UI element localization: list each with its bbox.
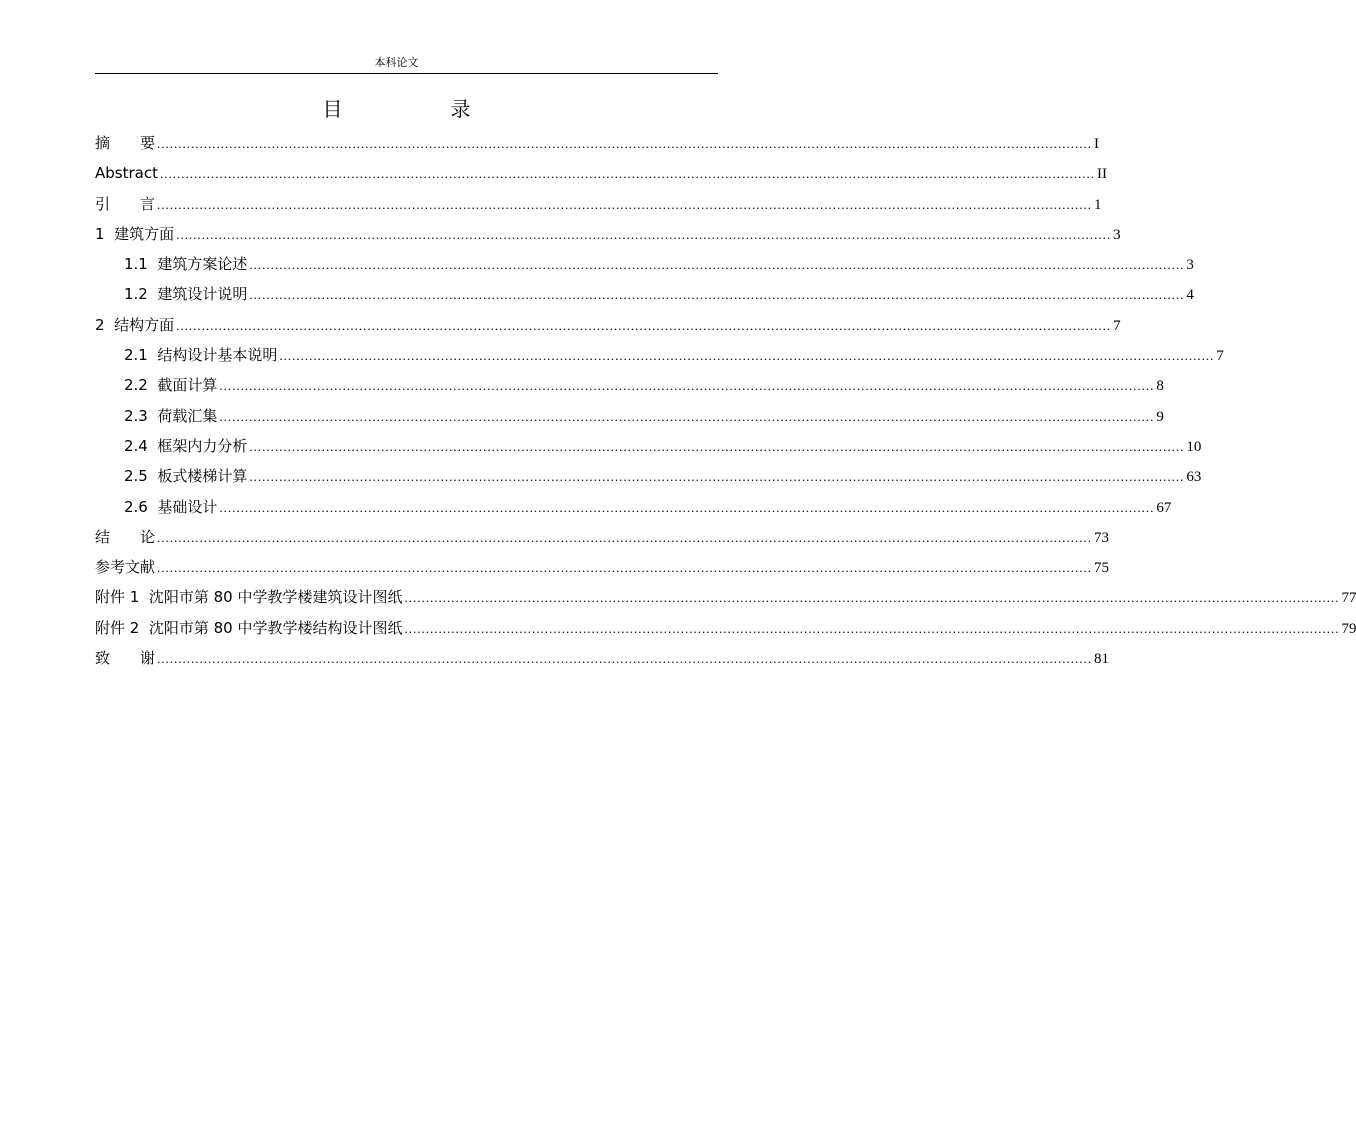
toc-entry-label: 附件 1 沈阳市第 80 中学教学楼建筑设计图纸	[95, 588, 403, 607]
toc-entry[interactable]	[95, 431, 1202, 461]
toc-entry[interactable]	[95, 401, 1164, 431]
toc-entry-page-number: I	[1094, 136, 1100, 152]
toc-entry-label: 2.2 截面计算	[124, 376, 218, 395]
toc-entry-label: 2 结构方面	[95, 315, 175, 334]
toc-entry-page-number: 81	[1094, 651, 1110, 668]
dot-leader: ............................................................................................................................................................................................................................	[404, 620, 1340, 636]
toc-entry-label: 1.2 建筑设计说明	[124, 285, 248, 304]
toc-entry[interactable]	[95, 522, 1110, 552]
dot-leader: ............................................................................................................................................................................................................................	[176, 226, 1112, 242]
toc-entry[interactable]	[95, 461, 1202, 491]
toc-entry[interactable]	[95, 613, 1356, 643]
dot-leader: ............................................................................................................................................................................................................................	[157, 560, 1093, 576]
toc-entry[interactable]	[95, 189, 1102, 219]
toc-entry-page-number: 67	[1156, 499, 1172, 516]
dot-leader: ............................................................................................................................................................................................................................	[249, 257, 1185, 273]
dot-leader: ............................................................................................................................................................................................................................	[404, 590, 1340, 606]
running-header: 本科论文	[374, 56, 419, 69]
toc-entry-page-number: 7	[1216, 348, 1224, 365]
toc-entry-label: 2.6 基础设计	[124, 497, 218, 516]
toc-entry-label: 2.1 结构设计基本说明	[124, 346, 278, 365]
toc-entry-page-number: 1	[1094, 196, 1102, 213]
dot-leader: ............................................................................................................................................................................................................................	[157, 651, 1093, 667]
toc-entry-label: 1.1 建筑方案论述	[124, 255, 248, 274]
toc-entry-page-number: 10	[1186, 438, 1202, 455]
toc-entry[interactable]	[95, 340, 1224, 370]
dot-leader: ............................................................................................................................................................................................................................	[157, 529, 1093, 545]
toc-entry-page-number: 75	[1094, 560, 1110, 577]
toc-entry-page-number: 79	[1341, 620, 1356, 637]
table-of-contents	[95, 128, 1356, 673]
toc-entry-page-number: 9	[1156, 408, 1164, 425]
toc-entry-page-number: 3	[1113, 226, 1121, 243]
toc-entry[interactable]	[95, 158, 1107, 188]
toc-entry-label: 引 言	[95, 194, 156, 213]
toc-entry-label: 2.5 板式楼梯计算	[124, 467, 248, 486]
dot-leader: ............................................................................................................................................................................................................................	[279, 348, 1215, 364]
toc-entry[interactable]	[95, 219, 1121, 249]
dot-leader: ............................................................................................................................................................................................................................	[249, 438, 1185, 454]
dot-leader: ............................................................................................................................................................................................................................	[157, 136, 1093, 151]
toc-entry-label: 结 论	[95, 527, 156, 546]
dot-leader: ............................................................................................................................................................................................................................	[219, 408, 1155, 424]
toc-entry-page-number: 63	[1186, 469, 1202, 486]
toc-entry[interactable]	[95, 552, 1110, 582]
toc-entry[interactable]	[95, 492, 1172, 522]
toc-entry[interactable]	[95, 643, 1110, 673]
toc-entry-label: 附件 2 沈阳市第 80 中学教学楼结构设计图纸	[95, 618, 403, 637]
dot-leader: ............................................................................................................................................................................................................................	[219, 378, 1155, 394]
toc-entry[interactable]	[95, 310, 1121, 340]
toc-entry-page-number: 77	[1341, 590, 1356, 607]
toc-entry-label: 1 建筑方面	[95, 224, 175, 243]
toc-entry-label: 参考文献	[95, 558, 156, 577]
dot-leader: ............................................................................................................................................................................................................................	[157, 196, 1093, 212]
toc-entry-page-number: 7	[1113, 317, 1121, 334]
toc-entry-label: 2.4 框架内力分析	[124, 436, 248, 455]
dot-leader: ............................................................................................................................................................................................................................	[159, 166, 1095, 182]
toc-entry-label: 摘 要	[95, 134, 156, 152]
toc-entry-page-number: II	[1096, 166, 1107, 183]
toc-entry-page-number: 3	[1186, 257, 1194, 274]
toc-entry[interactable]	[95, 582, 1356, 612]
toc-entry-page-number: 73	[1094, 529, 1110, 546]
toc-entry-page-number: 8	[1156, 378, 1164, 395]
toc-entry-label: 致 谢	[95, 649, 156, 668]
dot-leader: ............................................................................................................................................................................................................................	[249, 287, 1185, 303]
toc-title: 目 录	[322, 97, 515, 121]
toc-entry[interactable]	[95, 370, 1164, 400]
toc-entry[interactable]	[95, 279, 1194, 309]
dot-leader: ............................................................................................................................................................................................................................	[219, 499, 1155, 515]
toc-entry-label: 2.3 荷载汇集	[124, 406, 218, 425]
dot-leader: ............................................................................................................................................................................................................................	[176, 317, 1112, 333]
toc-entry[interactable]	[95, 249, 1194, 279]
dot-leader: ............................................................................................................................................................................................................................	[249, 469, 1185, 485]
header-rule	[95, 73, 718, 74]
toc-entry-label: Abstract	[95, 164, 158, 183]
toc-entry[interactable]	[95, 128, 1100, 158]
toc-entry-page-number: 4	[1186, 287, 1194, 304]
